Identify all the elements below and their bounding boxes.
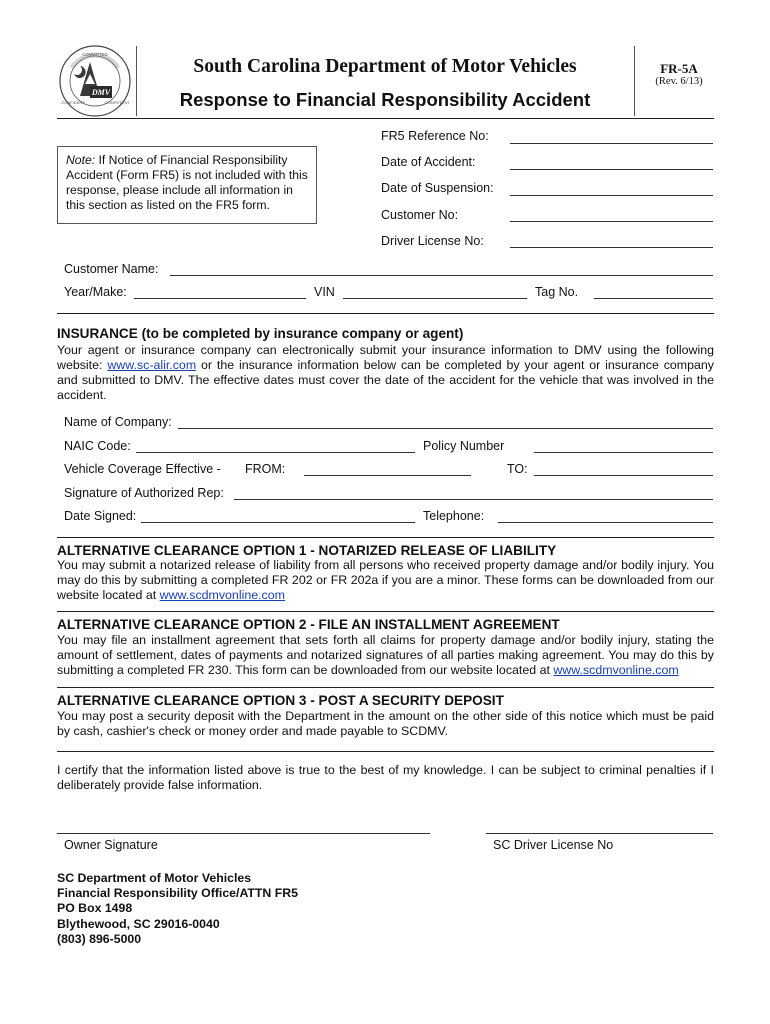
option3-title: ALTERNATIVE CLEARANCE OPTION 3 - POST A SECURITY DEPOSIT bbox=[57, 693, 504, 708]
fr5-reference-label: FR5 Reference No: bbox=[381, 129, 489, 143]
coverage-to-input[interactable] bbox=[534, 459, 713, 474]
option2-text: You may file an installment agreement that sets forth all claims for property damage and/or bodily injury, stating the amount of settlement, dates of payments and notarized signatures of all parties making agreement. You may do this by submitting a completed FR 230. This form can be downloaded from our website located at bbox=[57, 633, 714, 677]
address-line: SC Department of Motor Vehicles bbox=[57, 871, 252, 885]
dmv-logo bbox=[58, 44, 132, 118]
option1-paragraph bbox=[57, 558, 714, 603]
naic-code-label: NAIC Code: bbox=[64, 439, 131, 453]
insurance-paragraph bbox=[57, 343, 714, 403]
driver-license-field[interactable] bbox=[510, 247, 713, 248]
naic-code-input[interactable] bbox=[136, 436, 415, 451]
customer-no-field[interactable] bbox=[510, 221, 713, 222]
date-of-accident-label: Date of Accident: bbox=[381, 155, 476, 169]
department-title: South Carolina Department of Motor Vehicles bbox=[193, 56, 577, 77]
fr5-reference-input[interactable] bbox=[510, 127, 713, 142]
option1-rule bbox=[57, 611, 714, 612]
date-of-suspension-label: Date of Suspension: bbox=[381, 181, 494, 195]
policy-number-input[interactable] bbox=[534, 436, 713, 451]
address-line: PO Box 1498 bbox=[57, 901, 133, 916]
option3-rule bbox=[57, 751, 714, 752]
year-make-field[interactable] bbox=[134, 298, 306, 299]
insurance-text-after: or the insurance information below can be completed by your agent or insurance company and submitted to DMV. The effective dates must cover the date of the accident for the vehicle that was involved in the accident. bbox=[57, 358, 714, 402]
company-name-field[interactable] bbox=[178, 428, 713, 429]
owner-signature-input[interactable] bbox=[57, 817, 430, 832]
option3-paragraph: You may post a security deposit with the Department in the amount on the other side of this notice which must be paid by cash, cashier's check or money order and made payable to SCDMV. bbox=[57, 709, 714, 738]
option1-title: ALTERNATIVE CLEARANCE OPTION 1 - NOTARIZED RELEASE OF LIABILITY bbox=[57, 543, 557, 558]
policy-number-field[interactable] bbox=[534, 452, 713, 453]
option2-title: ALTERNATIVE CLEARANCE OPTION 2 - FILE AN INSTALLMENT AGREEMENT bbox=[57, 617, 560, 632]
coverage-effective-label: Vehicle Coverage Effective - bbox=[64, 462, 221, 476]
address-line: Financial Responsibility Office/ATTN FR5 bbox=[57, 886, 298, 901]
vin-label: VIN bbox=[314, 285, 335, 299]
sc-dmv-seal-icon bbox=[58, 44, 132, 118]
date-signed-field[interactable] bbox=[141, 522, 415, 523]
sc-driver-license-input[interactable] bbox=[486, 817, 713, 832]
coverage-from-label: FROM: bbox=[245, 462, 286, 476]
driver-license-label: Driver License No: bbox=[381, 234, 484, 248]
address-phone: (803) 896-5000 bbox=[57, 931, 142, 946]
form-title: Response to Financial Responsibility Accident bbox=[179, 89, 591, 110]
customer-no-label: Customer No: bbox=[381, 208, 459, 222]
customer-name-input[interactable] bbox=[170, 259, 713, 274]
sc-driver-license-field[interactable] bbox=[486, 833, 713, 834]
company-name-input[interactable] bbox=[178, 412, 713, 427]
vin-input[interactable] bbox=[343, 282, 527, 297]
insurance-text-before: Your agent or insurance company can electronically submit your insurance information to DMV using the following website: bbox=[57, 343, 714, 372]
coverage-from-input[interactable] bbox=[304, 459, 471, 474]
customer-name-field[interactable] bbox=[170, 275, 713, 276]
policy-number-label: Policy Number bbox=[423, 439, 505, 453]
note-box bbox=[57, 146, 317, 224]
telephone-label: Telephone: bbox=[423, 509, 485, 523]
date-of-suspension-field[interactable] bbox=[510, 195, 713, 196]
svg-text:CONFIDENT: CONFIDENT bbox=[61, 100, 85, 105]
header-divider-right bbox=[634, 46, 635, 116]
tag-no-input[interactable] bbox=[594, 282, 713, 297]
telephone-input[interactable] bbox=[498, 506, 713, 521]
company-name-label: Name of Company: bbox=[64, 415, 172, 429]
year-make-label: Year/Make: bbox=[64, 285, 127, 299]
mailing-address bbox=[57, 871, 298, 947]
option2-rule bbox=[57, 687, 714, 688]
note-label: Note: bbox=[66, 153, 96, 167]
address-line: Blythewood, SC 29016-0040 bbox=[57, 916, 220, 931]
option1-text: You may submit a notarized release of liability from all persons who received property damage and/or bodily injury. You may do this by submitting a completed FR 202 or FR 202a if you are a minor. These forms can be downloaded from our website located at bbox=[57, 558, 714, 602]
owner-signature-field[interactable] bbox=[57, 833, 430, 834]
option2-paragraph bbox=[57, 633, 714, 678]
date-signed-label: Date Signed: bbox=[64, 509, 137, 523]
date-signed-input[interactable] bbox=[141, 506, 415, 521]
driver-license-input[interactable] bbox=[510, 231, 713, 246]
customer-no-input[interactable] bbox=[510, 205, 713, 220]
svg-text:COMMITTED: COMMITTED bbox=[82, 52, 108, 57]
svg-text:DMV: DMV bbox=[91, 88, 111, 97]
certify-text: I certify that the information listed above is true to the best of my knowledge. I can be subject to criminal penalties if I deliberately provide false information. bbox=[57, 763, 714, 792]
svg-text:COMPETENT: COMPETENT bbox=[104, 100, 130, 105]
sc-driver-license-label: SC Driver License No bbox=[493, 838, 614, 852]
header-bottom-rule bbox=[57, 118, 714, 119]
insurance-title: INSURANCE (to be completed by insurance company or agent) bbox=[57, 326, 464, 341]
form-revision: (Rev. 6/13) bbox=[655, 76, 703, 87]
coverage-to-label: TO: bbox=[507, 462, 528, 476]
year-make-input[interactable] bbox=[134, 282, 306, 297]
option1-scdmv-link[interactable]: www.scdmvonline.com bbox=[159, 588, 285, 602]
date-of-suspension-input[interactable] bbox=[510, 179, 713, 194]
tag-no-field[interactable] bbox=[594, 298, 713, 299]
coverage-to-field[interactable] bbox=[534, 475, 713, 476]
customer-section-rule bbox=[57, 313, 714, 314]
sc-alir-link[interactable]: www.sc-alir.com bbox=[107, 358, 197, 372]
option2-scdmv-link[interactable]: www.scdmvonline.com bbox=[553, 663, 679, 677]
form-number: FR-5A bbox=[660, 61, 698, 76]
owner-signature-label: Owner Signature bbox=[64, 838, 158, 852]
fr5-reference-field[interactable] bbox=[510, 143, 713, 144]
signature-rep-label: Signature of Authorized Rep: bbox=[64, 486, 224, 500]
note-text: If Notice of Financial Responsibility Accident (Form FR5) is not included with this response, please include all information in this section as listed on the FR5 form. bbox=[66, 153, 308, 212]
date-of-accident-input[interactable] bbox=[510, 153, 713, 168]
vin-field[interactable] bbox=[343, 298, 527, 299]
insurance-section-rule bbox=[57, 537, 714, 538]
date-of-accident-field[interactable] bbox=[510, 169, 713, 170]
signature-rep-field[interactable] bbox=[234, 499, 713, 500]
tag-no-label: Tag No. bbox=[535, 285, 579, 299]
signature-rep-input[interactable] bbox=[234, 483, 713, 498]
telephone-field[interactable] bbox=[498, 522, 713, 523]
coverage-from-field[interactable] bbox=[304, 475, 471, 476]
naic-code-field[interactable] bbox=[136, 452, 415, 453]
customer-name-label: Customer Name: bbox=[64, 262, 159, 276]
